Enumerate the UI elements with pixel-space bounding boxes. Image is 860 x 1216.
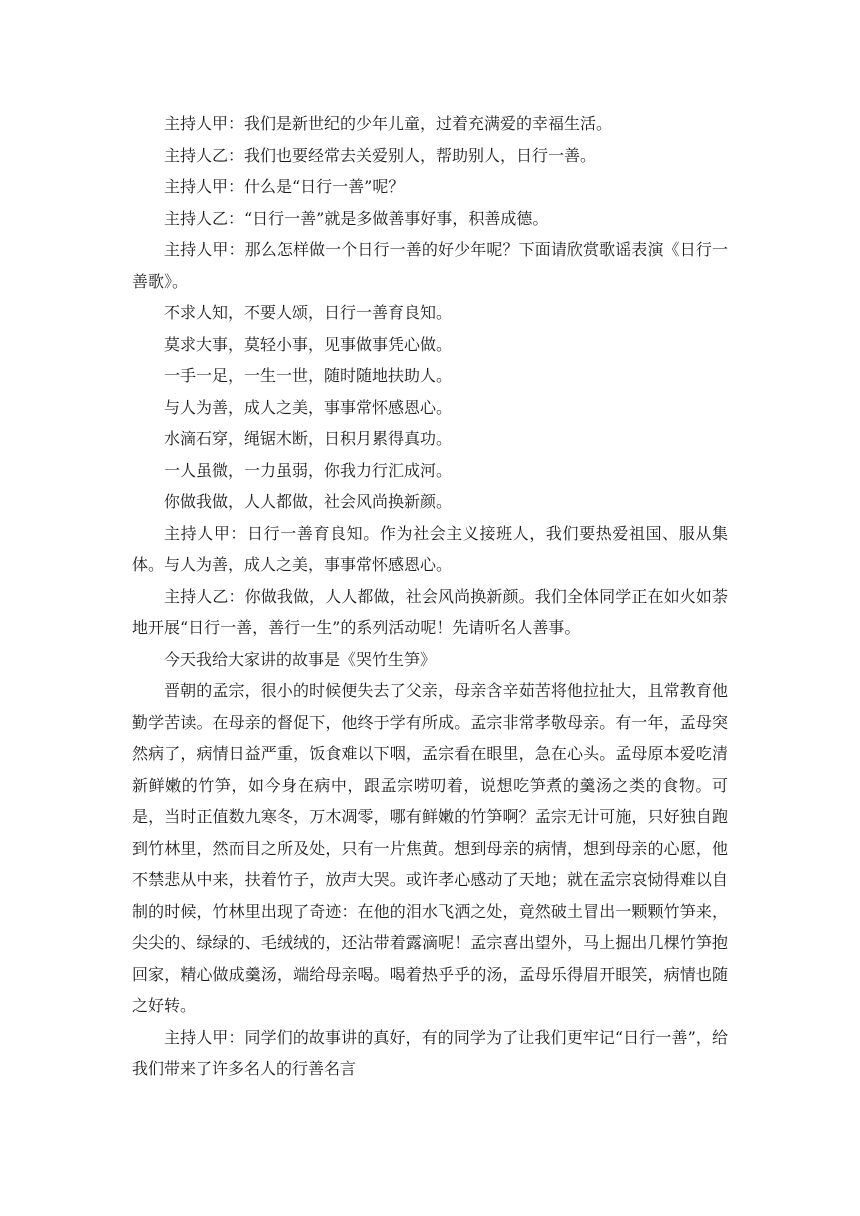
paragraph: 主持人甲：我们是新世纪的少年儿童，过着充满爱的幸福生活。 xyxy=(164,114,613,133)
song-line: 水滴石穿，绳锯木断，日积月累得真功。 xyxy=(164,429,453,448)
paragraph: 主持人乙：你做我做，人人都做，社会风尚换新颜。我们全体同学正在如火如荼地开展“日行一善，善行一生”的系列活动呢！先请听名人善事。 xyxy=(132,586,728,637)
paragraph: 主持人甲：同学们的故事讲的真好，有的同学为了让我们更牢记“日行一善”，给我们带来了许多名人的行善名言 xyxy=(132,1027,728,1078)
story-paragraph: 晋朝的孟宗，很小的时候便失去了父亲，母亲含辛茹苦将他拉扯大，且常教育他勤学苦读。在母亲的督促下，他终于学有所成。孟宗非常孝敬母亲。有一年，孟母突然病了，病情日益严重，饭食难以下咽，孟宗看在眼里，急在心头。孟母原本爱吃清新鲜嫩的竹笋，如今身在病中，跟孟宗唠叨着，说想吃笋煮的羹汤之类的食物。可是，当时正值数九寒冬，万木凋零，哪有鲜嫩的竹笋啊？孟宗无计可施，只好独自跑到竹林里，然而目之所及处，只有一片焦黄。想到母亲的病情，想到母亲的心愿，他不禁悲从中来，扶着竹子，放声大哭。或许孝心感动了天地；就在孟宗哀恸得难以自制的时候，竹林里出现了奇迹：在他的泪水飞洒之处，竟然破土冒出一颗颗竹笋来，尖尖的、绿绿的、毛绒绒的，还沾带着露滴呢！孟宗喜出望外，马上掘出几棵竹笋抱回家，精心做成羹汤，端给母亲喝。喝着热乎乎的汤，孟母乐得眉开眼笑，病情也随之好转。 xyxy=(132,681,728,1015)
song-line: 你做我做，人人都做，社会风尚换新颜。 xyxy=(164,492,453,511)
paragraph: 主持人甲：什么是“日行一善”呢？ xyxy=(164,177,405,196)
song-line: 一人虽微，一力虽弱，你我力行汇成河。 xyxy=(164,460,453,480)
paragraph: 主持人甲：那么怎样做一个日行一善的好少年呢？下面请欣赏歌谣表演《日行一善歌》。 xyxy=(132,240,728,291)
song-line: 莫求大事，莫轻小事，见事做事凭心做。 xyxy=(164,334,453,354)
paragraph: 主持人乙：我们也要经常去关爱别人，帮助别人，日行一善。 xyxy=(164,145,597,165)
paragraph: 主持人乙：“日行一善”就是多做善事好事，积善成德。 xyxy=(164,208,549,228)
song-line: 一手一足，一生一世，随时随地扶助人。 xyxy=(164,366,453,385)
song-line: 不求人知，不要人颂，日行一善育良知。 xyxy=(164,303,453,322)
song-line: 与人为善，成人之美，事事常怀感恩心。 xyxy=(164,397,453,417)
document-body xyxy=(132,108,728,1085)
story-title-line: 今天我给大家讲的故事是《哭竹生笋》 xyxy=(164,649,437,669)
paragraph: 主持人甲：日行一善育良知。作为社会主义接班人，我们要热爱祖国、服从集体。与人为善，成人之美，事事常怀感恩心。 xyxy=(132,523,728,574)
